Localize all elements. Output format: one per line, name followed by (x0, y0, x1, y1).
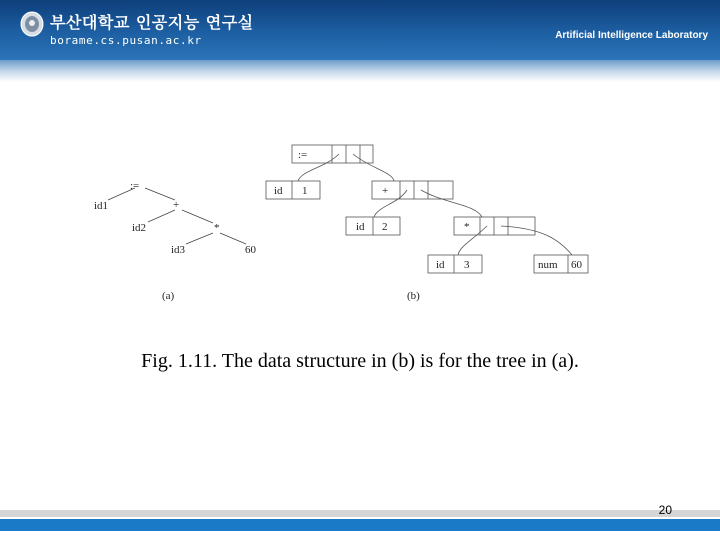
tree-b-num-value: 60 (571, 259, 582, 271)
header-gradient (0, 60, 720, 82)
university-name: 부산대학교 인공지능 연구실 (50, 13, 254, 32)
tree-b-times-label: * (464, 221, 470, 233)
tree-b-id2-tag: id (356, 221, 365, 233)
tree-a-root-label: := (130, 180, 140, 192)
tree-b-num-tag: num (538, 259, 558, 271)
tree-b-boxes (266, 145, 588, 273)
page-number: 20 (658, 503, 672, 517)
tree-b-id1-tag: id (274, 185, 283, 197)
figure-syntax-tree (80, 138, 600, 313)
tree-a-times-label: * (214, 222, 220, 234)
tree-a-caption: (a) (162, 290, 175, 302)
footer-stripe-grey (0, 510, 720, 517)
tree-b-id1-value: 1 (302, 185, 308, 197)
tree-b-id3-tag: id (436, 259, 445, 271)
tree-b-caption: (b) (407, 290, 420, 302)
tree-b-id2-value: 2 (382, 221, 388, 233)
lab-name: Artificial Intelligence Laboratory (555, 30, 708, 41)
slide-header (0, 0, 720, 60)
figure-caption: Fig. 1.11. The data structure in (b) is for the tree in (a). (141, 350, 579, 372)
tree-a-num-label: 60 (245, 244, 256, 256)
tree-b-plus-label: + (382, 185, 389, 197)
tree-a-id2-label: id2 (132, 222, 147, 234)
tree-a-plus-label: + (173, 199, 180, 211)
tree-b-arrows (298, 154, 572, 255)
tree-a-edges (108, 188, 246, 244)
tree-a-id1-label: id1 (94, 200, 109, 212)
footer-stripe-blue (0, 519, 720, 531)
figure-drawing (80, 138, 600, 313)
university-emblem-icon (20, 11, 44, 37)
tree-b-id3-value: 3 (464, 259, 470, 271)
tree-b-assign-label: := (298, 149, 308, 161)
tree-a-id3-label: id3 (171, 244, 186, 256)
lab-domain: borame.cs.pusan.ac.kr (50, 34, 202, 47)
